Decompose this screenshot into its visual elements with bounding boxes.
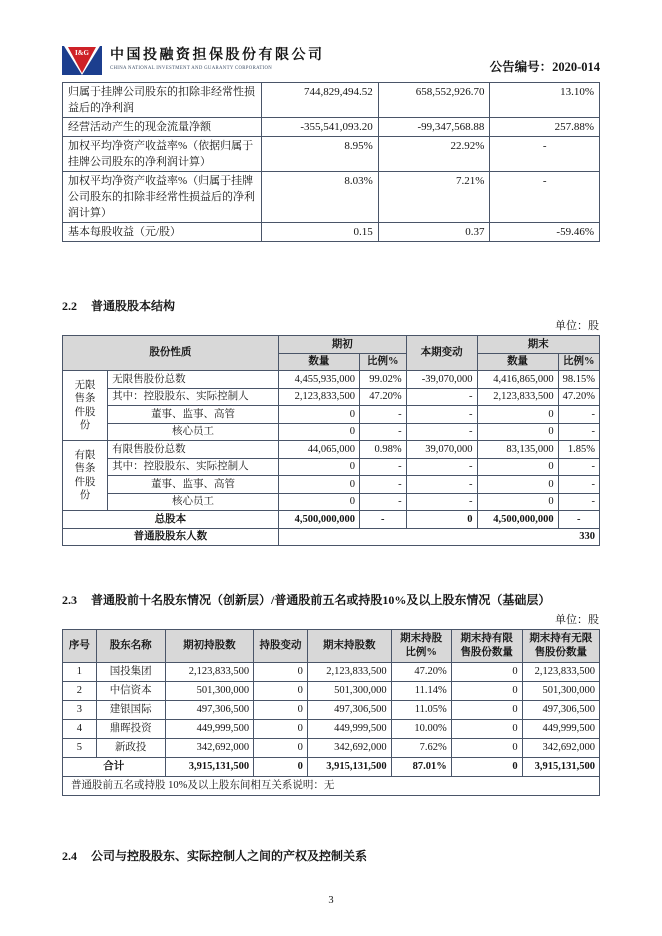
capital-structure-table bbox=[62, 335, 600, 546]
cell: -39,070,000 bbox=[406, 371, 477, 389]
cell: 99.02% bbox=[359, 371, 406, 389]
cell: 0 bbox=[278, 406, 359, 424]
cell: 加权平均净资产收益率%（依据归属于挂牌公司股东的净利润计算） bbox=[63, 137, 262, 172]
cell: 0 bbox=[278, 458, 359, 476]
cell: 497,306,500 bbox=[307, 701, 391, 720]
section-22-title: 普通股股本结构 bbox=[91, 299, 176, 313]
cell: 4,455,935,000 bbox=[278, 371, 359, 389]
cell: 2,123,833,500 bbox=[307, 663, 391, 682]
cell: -355,541,093.20 bbox=[261, 118, 378, 137]
header-cell: 期末持股比例% bbox=[391, 630, 451, 663]
cell: 342,692,000 bbox=[522, 739, 599, 758]
page-header bbox=[62, 46, 600, 78]
cell: 中信资本 bbox=[96, 682, 165, 701]
cell: -99,347,568.88 bbox=[378, 118, 490, 137]
cell: 7.62% bbox=[391, 739, 451, 758]
cell: 合计 bbox=[63, 758, 166, 777]
cell: 0 bbox=[278, 476, 359, 494]
cell: 无限售条件股份 bbox=[63, 371, 108, 441]
cell: 3 bbox=[63, 701, 97, 720]
cell: - bbox=[558, 493, 599, 511]
cell: 11.05% bbox=[391, 701, 451, 720]
cell: 1 bbox=[63, 663, 97, 682]
header-cell: 期末持有无限售股份数量 bbox=[522, 630, 599, 663]
table-row bbox=[63, 630, 600, 663]
cell: 经营活动产生的现金流量净额 bbox=[63, 118, 262, 137]
cell: 总股本 bbox=[63, 511, 279, 529]
cell: 0.37 bbox=[378, 223, 490, 242]
cell: 0.98% bbox=[359, 441, 406, 459]
cell: 2,123,833,500 bbox=[278, 388, 359, 406]
cell: 加权平均净资产收益率%（归属于挂牌公司股东的扣除非经常性损益后的净利润计算） bbox=[63, 172, 262, 223]
cell: 无限售股份总数 bbox=[108, 371, 279, 389]
cell: - bbox=[406, 493, 477, 511]
cell: 8.95% bbox=[261, 137, 378, 172]
table-row bbox=[63, 663, 600, 682]
cell: 3,915,131,500 bbox=[307, 758, 391, 777]
cell: 8.03% bbox=[261, 172, 378, 223]
cell: -59.46% bbox=[490, 223, 600, 242]
cell: 497,306,500 bbox=[522, 701, 599, 720]
cell: - bbox=[558, 511, 599, 529]
table-row bbox=[63, 777, 600, 796]
cell: 11.14% bbox=[391, 682, 451, 701]
header-cell: 数量 bbox=[278, 353, 359, 371]
section-22-number: 2.2 bbox=[62, 299, 77, 313]
cell: 449,999,500 bbox=[522, 720, 599, 739]
cell: 其中：控股股东、实际控制人 bbox=[108, 388, 279, 406]
table-row bbox=[63, 83, 600, 118]
header-cell: 期初 bbox=[278, 336, 406, 354]
cell: - bbox=[406, 388, 477, 406]
cell: - bbox=[406, 406, 477, 424]
table-row bbox=[63, 701, 600, 720]
cell: 3,915,131,500 bbox=[165, 758, 254, 777]
cell: 新政投 bbox=[96, 739, 165, 758]
table-row bbox=[63, 493, 600, 511]
cell: - bbox=[490, 137, 600, 172]
section-23-number: 2.3 bbox=[62, 593, 77, 607]
header-cell: 比例% bbox=[359, 353, 406, 371]
company-logo-icon bbox=[62, 46, 102, 78]
cell: - bbox=[558, 406, 599, 424]
header-cell: 本期变动 bbox=[406, 336, 477, 371]
cell: 0 bbox=[477, 406, 558, 424]
cell: 0 bbox=[451, 758, 522, 777]
cell: 董事、监事、高管 bbox=[108, 476, 279, 494]
cell: 0 bbox=[278, 423, 359, 441]
cell: 0 bbox=[477, 493, 558, 511]
cell: 342,692,000 bbox=[307, 739, 391, 758]
cell: - bbox=[359, 511, 406, 529]
table-row bbox=[63, 758, 600, 777]
cell: 342,692,000 bbox=[165, 739, 254, 758]
cell: 0 bbox=[254, 701, 308, 720]
cell: 0 bbox=[254, 758, 308, 777]
cell: 0 bbox=[278, 493, 359, 511]
cell: 鼎晖投资 bbox=[96, 720, 165, 739]
cell: 3,915,131,500 bbox=[522, 758, 599, 777]
cell: 0 bbox=[406, 511, 477, 529]
cell: 449,999,500 bbox=[307, 720, 391, 739]
table-row bbox=[63, 476, 600, 494]
table-row bbox=[63, 720, 600, 739]
cell: 330 bbox=[278, 528, 599, 546]
cell: 4 bbox=[63, 720, 97, 739]
cell: 0 bbox=[254, 682, 308, 701]
table-row bbox=[63, 336, 600, 354]
cell: 0.15 bbox=[261, 223, 378, 242]
cell: 归属于挂牌公司股东的扣除非经常性损益后的净利润 bbox=[63, 83, 262, 118]
cell: 658,552,926.70 bbox=[378, 83, 490, 118]
company-names bbox=[110, 46, 325, 73]
cell: 501,300,000 bbox=[522, 682, 599, 701]
section-24-title: 公司与控股股东、实际控制人之间的产权及控制关系 bbox=[91, 849, 368, 863]
cell: - bbox=[359, 476, 406, 494]
cell: - bbox=[406, 423, 477, 441]
top-shareholders-table bbox=[62, 629, 600, 796]
header-cell: 序号 bbox=[63, 630, 97, 663]
cell: 普通股前五名或持股 10%及以上股东间相互关系说明：无 bbox=[63, 777, 600, 796]
table-row bbox=[63, 528, 600, 546]
cell: 0 bbox=[477, 458, 558, 476]
header-cell: 股份性质 bbox=[63, 336, 279, 371]
cell: 449,999,500 bbox=[165, 720, 254, 739]
cell: 5 bbox=[63, 739, 97, 758]
cell: 基本每股收益（元/股） bbox=[63, 223, 262, 242]
cell: 其中：控股股东、实际控制人 bbox=[108, 458, 279, 476]
section-23-heading bbox=[62, 592, 600, 608]
header-cell: 期末持有限售股份数量 bbox=[451, 630, 522, 663]
cell: 国投集团 bbox=[96, 663, 165, 682]
company-name-en: CHINA NATIONAL INVESTMENT AND GUARANTY CORPORATION bbox=[110, 65, 273, 71]
header-cell: 数量 bbox=[477, 353, 558, 371]
table-row bbox=[63, 739, 600, 758]
cell: 0 bbox=[477, 423, 558, 441]
cell: 13.10% bbox=[490, 83, 600, 118]
section-23-title: 普通股前十名股东情况（创新层）/普通股前五名或持股10%及以上股东情况（基础层） bbox=[91, 593, 551, 607]
header-cell: 期末持股数 bbox=[307, 630, 391, 663]
cell: 0 bbox=[451, 663, 522, 682]
table-row bbox=[63, 406, 600, 424]
cell: 核心员工 bbox=[108, 493, 279, 511]
cell: 2 bbox=[63, 682, 97, 701]
table-row bbox=[63, 511, 600, 529]
cell: 744,829,494.52 bbox=[261, 83, 378, 118]
cell: 98.15% bbox=[558, 371, 599, 389]
cell: 0 bbox=[477, 476, 558, 494]
table-row bbox=[63, 388, 600, 406]
header-cell: 股东名称 bbox=[96, 630, 165, 663]
table-row bbox=[63, 682, 600, 701]
cell: - bbox=[558, 458, 599, 476]
cell: - bbox=[406, 476, 477, 494]
financial-summary-body bbox=[63, 83, 600, 242]
cell: 2,123,833,500 bbox=[165, 663, 254, 682]
financial-summary-table bbox=[62, 82, 600, 242]
header-cell: 比例% bbox=[558, 353, 599, 371]
cell: 建银国际 bbox=[96, 701, 165, 720]
cell: 501,300,000 bbox=[165, 682, 254, 701]
cell: 47.20% bbox=[558, 388, 599, 406]
table-row bbox=[63, 458, 600, 476]
cell: 1.85% bbox=[558, 441, 599, 459]
cell: 22.92% bbox=[378, 137, 490, 172]
cell: 0 bbox=[254, 739, 308, 758]
cell: 87.01% bbox=[391, 758, 451, 777]
header-cell: 期末 bbox=[477, 336, 599, 354]
cell: 2,123,833,500 bbox=[522, 663, 599, 682]
cell: 有限售股份总数 bbox=[108, 441, 279, 459]
section-24-heading bbox=[62, 848, 600, 864]
table-row bbox=[63, 223, 600, 242]
cell: 39,070,000 bbox=[406, 441, 477, 459]
cell: - bbox=[558, 423, 599, 441]
unit-label-22: 单位：股 bbox=[555, 320, 599, 332]
cell: - bbox=[359, 423, 406, 441]
cell: 4,500,000,000 bbox=[477, 511, 558, 529]
cell: 0 bbox=[451, 739, 522, 758]
header-cell: 持股变动 bbox=[254, 630, 308, 663]
notice-number: 公告编号：2020-014 bbox=[489, 60, 600, 74]
cell: 501,300,000 bbox=[307, 682, 391, 701]
cell: - bbox=[359, 406, 406, 424]
cell: 0 bbox=[254, 663, 308, 682]
cell: 核心员工 bbox=[108, 423, 279, 441]
cell: - bbox=[490, 172, 600, 223]
cell: 4,500,000,000 bbox=[278, 511, 359, 529]
cell: 0 bbox=[451, 701, 522, 720]
cell: 10.00% bbox=[391, 720, 451, 739]
cell: 0 bbox=[451, 720, 522, 739]
page-number: 3 bbox=[328, 895, 334, 906]
cell: 普通股股东人数 bbox=[63, 528, 279, 546]
cell: - bbox=[359, 458, 406, 476]
table-row bbox=[63, 118, 600, 137]
cell: 47.20% bbox=[391, 663, 451, 682]
logo-label: I&G bbox=[75, 49, 89, 57]
cell: 4,416,865,000 bbox=[477, 371, 558, 389]
cell: - bbox=[558, 476, 599, 494]
cell: 257.88% bbox=[490, 118, 600, 137]
company-block bbox=[62, 46, 325, 78]
cell: 董事、监事、高管 bbox=[108, 406, 279, 424]
table-row bbox=[63, 423, 600, 441]
cell: 0 bbox=[451, 682, 522, 701]
header-cell: 期初持股数 bbox=[165, 630, 254, 663]
section-22-heading bbox=[62, 298, 600, 314]
cell: 83,135,000 bbox=[477, 441, 558, 459]
cell: 2,123,833,500 bbox=[477, 388, 558, 406]
capital-structure-body bbox=[63, 336, 600, 546]
company-name-cn: 中国投融资担保股份有限公司 bbox=[110, 48, 325, 63]
table-row bbox=[63, 137, 600, 172]
cell: 0 bbox=[254, 720, 308, 739]
unit-label-23: 单位：股 bbox=[555, 614, 599, 626]
cell: 47.20% bbox=[359, 388, 406, 406]
cell: 44,065,000 bbox=[278, 441, 359, 459]
cell: 有限售条件股份 bbox=[63, 441, 108, 511]
table-row bbox=[63, 371, 600, 389]
table-row bbox=[63, 441, 600, 459]
top-shareholders-body bbox=[63, 630, 600, 796]
cell: - bbox=[359, 493, 406, 511]
cell: 497,306,500 bbox=[165, 701, 254, 720]
section-24-number: 2.4 bbox=[62, 849, 77, 863]
cell: - bbox=[406, 458, 477, 476]
cell: 7.21% bbox=[378, 172, 490, 223]
table-row bbox=[63, 172, 600, 223]
